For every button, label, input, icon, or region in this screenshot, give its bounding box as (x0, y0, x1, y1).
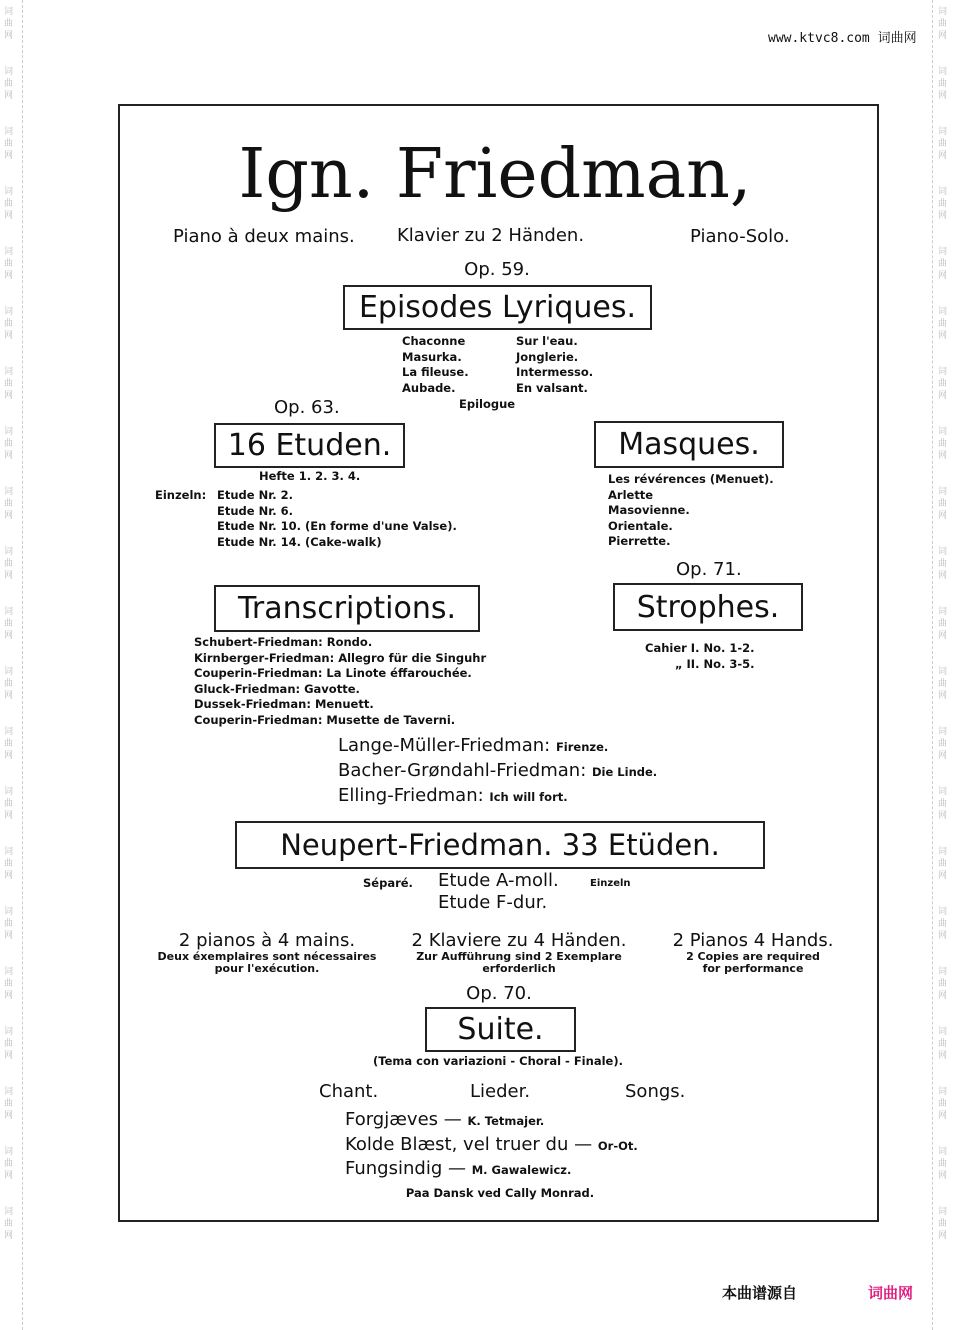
list-item: Couperin-Friedman: La Linote éffarouchée. (194, 666, 472, 680)
transcriptions-list (194, 635, 486, 728)
heading: 2 Pianos 4 Hands. (672, 930, 834, 951)
side-watermark-text: 词曲网 (4, 247, 14, 281)
side-watermark-text: 词曲网 (4, 727, 14, 761)
subtitle-de: Klavier zu 2 Händen. (397, 225, 585, 246)
four-hands-fr (158, 930, 377, 975)
song-title: Fungsindig (345, 1158, 443, 1179)
dash: — (574, 1133, 593, 1155)
op71-title-box (613, 583, 803, 631)
op59-label: Op. 59. (464, 259, 530, 280)
side-watermark-text: 词曲网 (4, 307, 14, 341)
side-watermark-text: 词曲网 (938, 427, 948, 461)
side-watermark-text: 词曲网 (938, 127, 948, 161)
side-watermark-text: 词曲网 (938, 247, 948, 281)
side-watermark-text: 词曲网 (938, 1147, 948, 1181)
list-item: Etude Nr. 14. (Cake-walk) (217, 534, 382, 549)
op70-parts: (Tema con variazioni - Choral - Finale). (373, 1054, 623, 1068)
songs-header-fr: Chant. (319, 1081, 379, 1102)
side-watermark-text: 词曲网 (4, 1147, 14, 1181)
op71-list (645, 641, 755, 672)
neupert-separe: Séparé. (363, 876, 413, 890)
subtitle-en: Piano-Solo. (690, 226, 790, 247)
arranger: Lange-Müller-Friedman: (338, 735, 551, 756)
piece: Ich will fort. (489, 790, 568, 804)
list-item: Masurka. (402, 349, 462, 364)
side-watermark-text: 词曲网 (938, 1027, 948, 1061)
masques-title-box (594, 421, 784, 468)
side-watermark-text: 词曲网 (938, 547, 948, 581)
left-side-watermark (4, 0, 18, 1260)
neupert-title-box (235, 821, 765, 869)
left-edge-line (22, 0, 24, 1330)
list-item: Cahier I. No. 1-2. (645, 641, 755, 655)
songs-header-en: Songs. (625, 1081, 686, 1102)
heading: 2 Klaviere zu 4 Händen. (411, 930, 627, 951)
translator-credit: Paa Dansk ved Cally Monrad. (405, 1186, 595, 1200)
list-item (338, 783, 657, 808)
op59-left-list (402, 334, 469, 396)
op63-list (217, 488, 457, 550)
list-item: Couperin-Friedman: Musette de Taverni. (194, 712, 456, 727)
op71-title: Strophes. (636, 589, 780, 625)
side-watermark-text: 词曲网 (4, 787, 14, 821)
four-hands-de (412, 930, 627, 975)
list-item: Kirnberger-Friedman: Allegro für die Singuhr (194, 650, 487, 665)
list-item: Jonglerie. (516, 349, 579, 364)
bottom-watermark-brand[interactable]: 词曲网 (868, 1284, 914, 1302)
op59-title: Episodes Lyriques. (358, 290, 637, 325)
list-item: Etude A-moll. (438, 870, 559, 891)
right-side-watermark (938, 0, 952, 1260)
side-watermark-text: 词曲网 (938, 187, 948, 221)
list-item: Etude Nr. 6. (217, 503, 293, 518)
transcriptions-title-box (214, 585, 480, 632)
side-watermark-text: 词曲网 (4, 667, 14, 701)
side-watermark-text: 词曲网 (4, 1087, 14, 1121)
side-watermark-text: 词曲网 (938, 1207, 948, 1241)
op63-hefte: Hefte 1. 2. 3. 4. (259, 469, 361, 483)
side-watermark-text: 词曲网 (4, 1027, 14, 1061)
side-watermark-text: 词曲网 (938, 847, 948, 881)
side-watermark-text: 词曲网 (4, 427, 14, 461)
side-watermark-text: 词曲网 (938, 487, 948, 521)
list-item: Schubert-Friedman: Rondo. (194, 635, 373, 649)
heading: 2 pianos à 4 mains. (178, 930, 356, 951)
side-watermark-text: 词曲网 (4, 487, 14, 521)
side-watermark-text: 词曲网 (4, 127, 14, 161)
list-item: Etude Nr. 10. (En forme d'une Valse). (217, 519, 457, 533)
op59-epilogue: Epilogue (459, 397, 516, 411)
side-watermark-text: 词曲网 (4, 7, 14, 41)
list-item: Pierrette. (608, 534, 671, 548)
op70-title: Suite. (457, 1012, 544, 1047)
song-title: Kolde Blæst, vel truer du (345, 1133, 569, 1155)
transcriptions-title: Transcriptions. (237, 591, 457, 626)
side-watermark-text: 词曲网 (4, 607, 14, 641)
side-watermark-text: 词曲网 (938, 967, 948, 1001)
masques-list (608, 472, 774, 550)
songs-header-de: Lieder. (470, 1081, 531, 1102)
neupert-einzeln: Einzeln (590, 878, 631, 889)
op70-label: Op. 70. (466, 983, 532, 1004)
right-edge-line (932, 0, 934, 1330)
list-item: Dussek-Friedman: Menuett. (194, 697, 374, 711)
piece: Firenze. (555, 740, 609, 754)
song-author: Or-Ot. (597, 1138, 638, 1153)
list-item: Etude Nr. 2. (217, 488, 293, 502)
side-watermark-text: 词曲网 (938, 1087, 948, 1121)
list-item: Les révérences (Menuet). (608, 472, 774, 486)
side-watermark-text: 词曲网 (938, 907, 948, 941)
song-author: M. Gawalewicz. (471, 1163, 572, 1177)
list-item: „ II. No. 3-5. (674, 656, 755, 671)
side-watermark-text: 词曲网 (938, 787, 948, 821)
song-title: Forgjæves (345, 1109, 439, 1130)
side-watermark-text: 词曲网 (938, 667, 948, 701)
neupert-list (438, 870, 559, 914)
side-watermark-text: 词曲网 (4, 67, 14, 101)
bottom-watermark-label: 本曲谱源自 (722, 1284, 798, 1302)
list-item (345, 1157, 638, 1182)
op71-label: Op. 71. (676, 559, 742, 580)
list-item: Sur l'eau. (516, 334, 578, 348)
arranger: Elling-Friedman: (338, 785, 484, 806)
list-item: Gluck-Friedman: Gavotte. (194, 681, 360, 696)
side-watermark-text: 词曲网 (938, 7, 948, 41)
side-watermark-text: 词曲网 (4, 847, 14, 881)
list-item: Intermesso. (516, 365, 594, 379)
note: erforderlich (482, 962, 556, 975)
note: Deux éxemplaires sont nécessaires (157, 950, 377, 963)
masques-title: Masques. (618, 427, 760, 462)
side-watermark-text: 词曲网 (938, 67, 948, 101)
op63-title: 16 Etuden. (227, 428, 392, 463)
op70-title-box (425, 1007, 576, 1052)
list-item: Orientale. (608, 518, 673, 533)
note: 2 Copies are required (686, 950, 820, 963)
side-watermark-text: 词曲网 (4, 187, 14, 221)
arrangements-list (338, 733, 657, 808)
dash: — (448, 1158, 466, 1179)
list-item (345, 1133, 638, 1158)
list-item: En valsant. (516, 380, 588, 395)
side-watermark-text: 词曲网 (4, 907, 14, 941)
list-item: Etude F-dur. (438, 892, 548, 913)
list-item: Aubade. (402, 380, 456, 395)
side-watermark-text: 词曲网 (4, 1207, 14, 1241)
side-watermark-text: 词曲网 (4, 367, 14, 401)
list-item (338, 733, 657, 758)
four-hands-en (673, 930, 834, 975)
note: for performance (702, 962, 804, 975)
op63-label: Op. 63. (274, 397, 340, 418)
list-item (345, 1108, 638, 1133)
neupert-title: Neupert-Friedman. 33 Etüden. (280, 828, 720, 862)
side-watermark-text: 词曲网 (938, 307, 948, 341)
note: pour l'exécution. (214, 962, 320, 975)
composer-title: Ign. Friedman, (238, 135, 752, 214)
list-item: Masovienne. (608, 503, 690, 517)
op59-title-box (343, 285, 652, 330)
side-watermark-text: 词曲网 (938, 727, 948, 761)
piece: Die Linde. (592, 765, 658, 779)
op63-title-box (214, 423, 405, 468)
side-watermark-text: 词曲网 (938, 367, 948, 401)
note: Zur Aufführung sind 2 Exemplare (416, 950, 622, 963)
song-author: K. Tetmajer. (467, 1114, 545, 1128)
list-item: Chaconne (402, 334, 466, 348)
list-item: Arlette (608, 487, 654, 502)
side-watermark-text: 词曲网 (4, 967, 14, 1001)
dash: — (443, 1109, 462, 1130)
op59-right-list (516, 334, 593, 396)
list-item: La fileuse. (402, 365, 469, 379)
songs-list (345, 1108, 638, 1182)
op63-einzeln-label: Einzeln: (155, 488, 207, 502)
subtitle-fr: Piano à deux mains. (173, 226, 355, 247)
top-watermark[interactable]: www.ktvc8.com 词曲网 (768, 31, 917, 46)
list-item (338, 758, 657, 783)
side-watermark-text: 词曲网 (4, 547, 14, 581)
side-watermark-text: 词曲网 (938, 607, 948, 641)
arranger: Bacher-Grøndahl-Friedman: (338, 760, 587, 781)
